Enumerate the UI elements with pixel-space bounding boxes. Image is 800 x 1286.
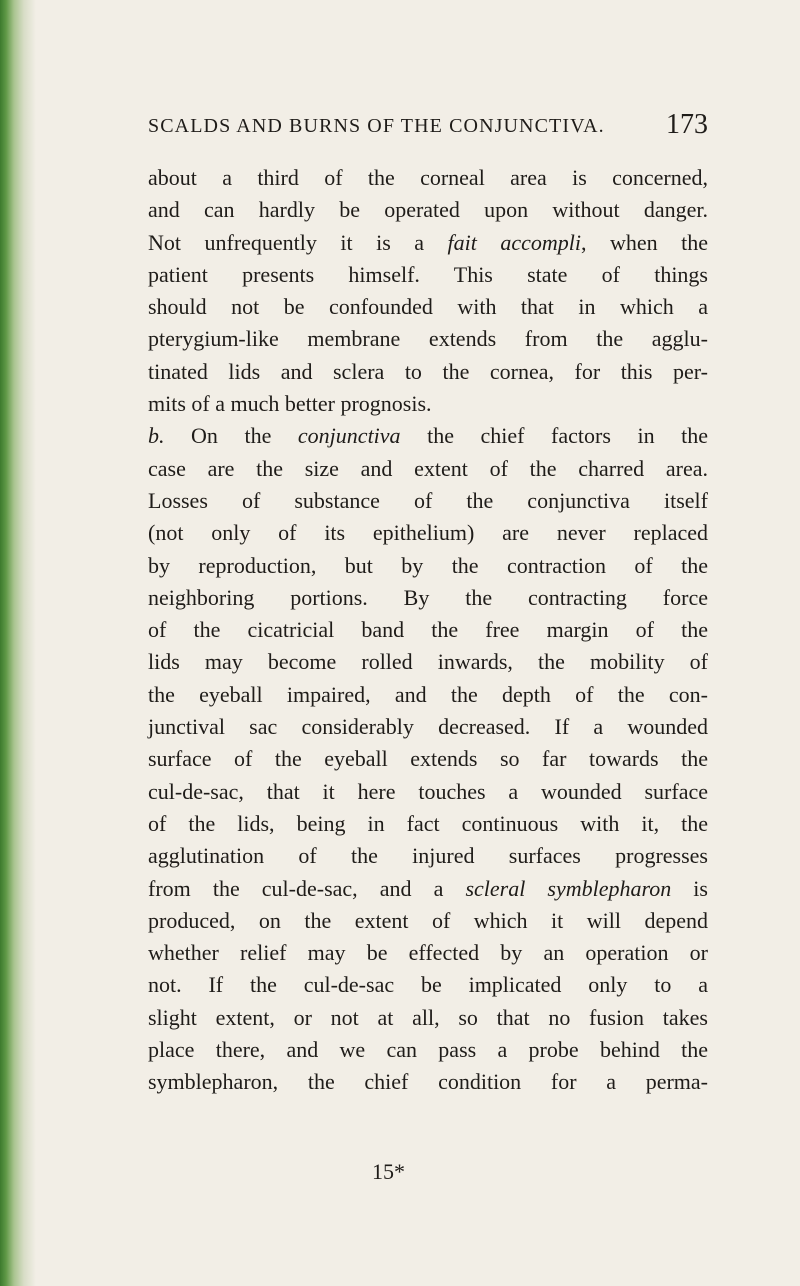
signature-mark: 15*	[372, 1159, 405, 1184]
text-segment: Losses of substance of the conjunctiva itself	[148, 487, 708, 513]
text-line	[148, 679, 708, 711]
text-line	[148, 905, 708, 937]
text-segment: surface of the eyeball extends so far towards the	[148, 746, 708, 772]
italic-text: scleral symblepharon	[465, 875, 672, 901]
text-segment: slight extent, or not at all, so that no fusion takes	[148, 1004, 708, 1030]
text-line	[148, 1066, 708, 1098]
text-segment: Not unfrequently it is a	[148, 229, 448, 255]
text-segment: lids may become rolled inwards, the mobility of	[148, 649, 708, 675]
text-line	[148, 291, 708, 323]
text-segment: mits of a much better prognosis.	[148, 391, 432, 417]
text-line	[148, 356, 708, 388]
text-line	[148, 873, 708, 905]
text-segment: is	[671, 875, 708, 901]
text-segment: , when the	[580, 229, 708, 255]
text-line	[148, 550, 708, 582]
text-line	[148, 227, 708, 259]
text-segment: and can hardly be operated upon without danger.	[148, 197, 708, 223]
text-line	[148, 582, 708, 614]
text-line	[148, 194, 708, 226]
text-line	[148, 517, 708, 549]
text-segment: case are the size and extent of the charred area.	[148, 455, 708, 481]
text-segment: agglutination of the injured surfaces progresses	[148, 843, 708, 869]
paragraph	[148, 420, 708, 1098]
text-line	[148, 388, 708, 420]
text-line	[148, 614, 708, 646]
text-segment: should not be confounded with that in which a	[148, 294, 708, 320]
text-segment: pterygium-like membrane extends from the agglu-	[148, 326, 708, 352]
text-segment: On the	[164, 423, 298, 449]
running-head	[148, 109, 708, 145]
text-line	[148, 711, 708, 743]
paragraph	[148, 162, 708, 420]
text-line	[148, 323, 708, 355]
text-line	[148, 937, 708, 969]
text-segment: (not only of its epithelium) are never replaced	[148, 520, 708, 546]
text-segment: from the cul-de-sac, and a	[148, 875, 466, 901]
body-text	[148, 162, 708, 1099]
text-segment: neighboring portions. By the contracting force	[148, 584, 708, 610]
text-line	[148, 162, 708, 194]
text-segment: cul-de-sac, that it here touches a wounded surface	[148, 778, 708, 804]
text-segment: symblepharon, the chief condition for a perma-	[148, 1069, 708, 1095]
running-title: SCALDS AND BURNS OF THE CONJUNCTIVA.	[148, 115, 605, 137]
italic-text: b.	[148, 423, 165, 449]
text-segment: about a third of the corneal area is concerned,	[148, 165, 708, 190]
text-segment: junctival sac considerably decreased. If a wounded	[148, 714, 708, 740]
text-line	[148, 453, 708, 485]
text-segment: not. If the cul-de-sac be implicated only to a	[148, 972, 708, 998]
italic-text: fait accompli	[447, 229, 581, 255]
page-number: 173	[666, 109, 708, 140]
text-line	[148, 646, 708, 678]
text-segment: the eyeball impaired, and the depth of the con-	[148, 681, 708, 707]
text-line	[148, 1034, 708, 1066]
text-line	[148, 485, 708, 517]
text-segment: the chief factors in the	[400, 423, 708, 449]
text-segment: of the lids, being in fact continuous with it, the	[148, 810, 708, 836]
text-segment: patient presents himself. This state of things	[148, 261, 708, 287]
text-line	[148, 259, 708, 291]
text-line	[148, 420, 708, 452]
italic-text: conjunctiva	[297, 423, 401, 449]
text-line	[148, 743, 708, 775]
text-segment: produced, on the extent of which it will depend	[148, 907, 708, 933]
text-segment: by reproduction, but by the contraction of the	[148, 552, 708, 578]
text-line	[148, 969, 708, 1001]
text-line	[148, 808, 708, 840]
text-segment: whether relief may be effected by an operation or	[148, 940, 708, 966]
text-line	[148, 776, 708, 808]
text-segment: of the cicatricial band the free margin of the	[148, 617, 708, 643]
text-segment: place there, and we can pass a probe behind the	[148, 1037, 708, 1063]
text-line	[148, 1002, 708, 1034]
text-line	[148, 840, 708, 872]
text-segment: tinated lids and sclera to the cornea, for this per-	[148, 358, 708, 384]
